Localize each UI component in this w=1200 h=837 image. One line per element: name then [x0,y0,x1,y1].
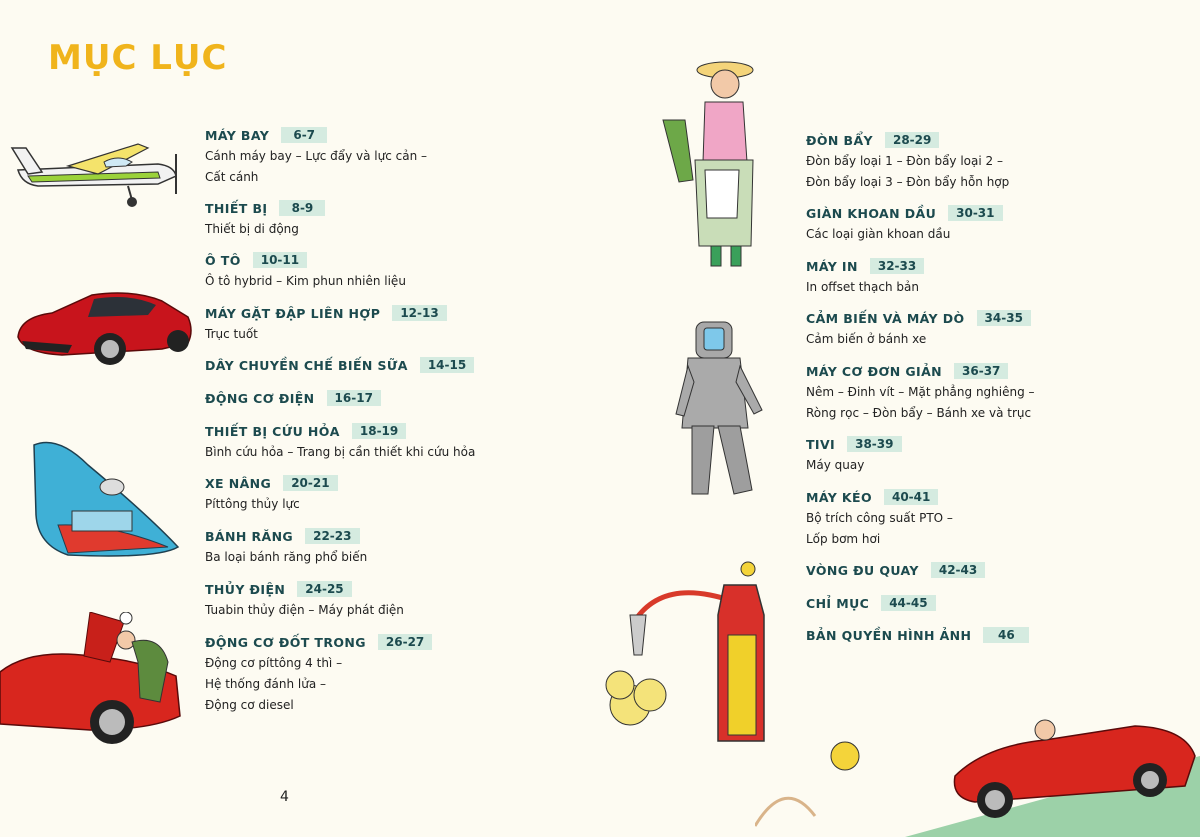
page-range-badge: 6-7 [281,127,327,143]
toc-entry-may-co-don-gian[interactable] [806,363,1035,424]
toc-heading: MÁY KÉO [806,489,872,505]
toc-subtopic: Píttông thủy lực [205,497,300,511]
toc-subtopic: Thiết bị di động [205,222,299,236]
toc-subtopic: Trục tuốt [205,327,258,341]
toc-heading: GIÀN KHOAN DẦU [806,205,937,221]
page-range-badge: 8-9 [279,200,325,216]
page-title: MỤC LỤC [48,38,228,78]
toc-subtopic: Hệ thống đánh lửa – [205,677,327,691]
page-range-badge: 16-17 [327,390,381,406]
toc-entry-cam-bien[interactable] [806,310,1031,350]
page-range-badge: 46 [983,627,1029,643]
toc-subtopic: Đòn bẩy loại 1 – Đòn bẩy loại 2 – [806,154,1003,168]
toc-heading: DÂY CHUYỀN CHẾ BIẾN SỮA [205,357,408,373]
page-range-badge: 38-39 [847,436,901,452]
toc-entry-xe-nang[interactable] [205,475,338,515]
toc-subtopic: Cảm biến ở bánh xe [806,332,927,346]
toc-subtopic: Bình cứu hỏa – Trang bị cần thiết khi cứu hỏa [205,445,476,459]
toc-subtopic: Máy quay [806,458,865,472]
convertible-car-illustration [755,706,1200,837]
page-range-badge: 28-29 [885,132,939,148]
page-range-badge: 32-33 [870,258,924,274]
toc-entry-day-chuyen[interactable] [205,357,474,373]
protective-suit-illustration [670,318,768,512]
toc-heading: VÒNG ĐU QUAY [806,562,919,578]
woman-with-herbs-illustration [655,50,760,278]
toc-entry-dong-co-dot-trong[interactable] [205,634,432,716]
toc-entry-ban-quyen[interactable] [806,627,1029,643]
toc-subtopic: Nêm – Đinh vít – Mặt phẳng nghiêng – [806,385,1035,399]
toc-entry-banh-rang[interactable] [205,528,367,568]
page-range-badge: 14-15 [420,357,474,373]
toc-heading: TIVI [806,436,836,452]
toc-entry-may-gat[interactable] [205,305,447,345]
toc-entry-may-keo[interactable] [806,489,953,550]
toc-entry-dong-co-dien[interactable] [205,390,381,406]
page-range-badge: 12-13 [392,305,446,321]
toc-entry-don-bay[interactable] [806,132,1009,193]
toc-heading: MÁY CƠ ĐƠN GIẢN [806,363,943,379]
toc-entry-may-bay[interactable] [205,127,427,188]
toc-subtopic: Các loại giàn khoan dầu [806,227,951,241]
toc-subtopic: Ròng rọc – Đòn bẩy – Bánh xe và trục [806,406,1032,420]
toc-subtopic: Bộ trích công suất PTO – [806,511,953,525]
mechanic-car-illustration [0,612,188,746]
airplane-illustration [8,140,190,210]
toc-heading: MÁY IN [806,258,858,274]
toc-subtopic: Động cơ diesel [205,698,294,712]
toc-heading: ĐỘNG CƠ ĐIỆN [205,390,315,406]
page-range-badge: 34-35 [977,310,1031,326]
toc-entry-vong-du-quay[interactable] [806,562,985,578]
toc-entry-cuu-hoa[interactable] [205,423,475,463]
toc-heading: BẢN QUYỀN HÌNH ẢNH [806,627,972,643]
toc-heading: XE NÂNG [205,475,272,491]
toc-heading: ĐÒN BẨY [806,132,873,148]
toc-subtopic: Cánh máy bay – Lực đẩy và lực cản – [205,149,427,163]
page-range-badge: 36-37 [954,363,1008,379]
toc-subtopic: Đòn bẩy loại 3 – Đòn bẩy hỗn hợp [806,175,1010,189]
page-range-badge: 42-43 [931,562,985,578]
toc-entry-chi-muc[interactable] [806,595,936,611]
iron-illustration [28,435,184,567]
toc-entry-thuy-dien[interactable] [205,581,404,621]
toc-subtopic: Ô tô hybrid – Kim phun nhiên liệu [205,274,406,288]
page-range-badge: 26-27 [378,634,432,650]
toc-heading: CHỈ MỤC [806,595,870,611]
toc-subtopic: Tuabin thủy điện – Máy phát điện [205,603,404,617]
toc-subtopic: Lốp bơm hơi [806,532,881,546]
toc-heading: THIẾT BỊ [205,200,268,216]
toc-subtopic: Ba loại bánh răng phổ biến [205,550,368,564]
toc-subtopic: Cất cánh [205,170,259,184]
toc-heading: Ô TÔ [205,252,241,268]
red-car-illustration [12,287,196,369]
toc-heading: ĐỘNG CƠ ĐỐT TRONG [205,634,366,650]
toc-entry-gian-khoan[interactable] [806,205,1003,245]
toc-heading: MÁY GẶT ĐẬP LIÊN HỢP [205,305,381,321]
toc-heading: THIẾT BỊ CỨU HỎA [205,423,340,439]
toc-heading: BÁNH RĂNG [205,528,294,544]
toc-subtopic: In offset thạch bản [806,280,919,294]
page-number: 4 [280,789,289,805]
page-range-badge: 10-11 [253,252,307,268]
toc-entry-thiet-bi[interactable] [205,200,325,240]
toc-entry-may-in[interactable] [806,258,924,298]
page-range-badge: 40-41 [884,489,938,505]
page-range-badge: 44-45 [881,595,935,611]
toc-heading: CẢM BIẾN VÀ MÁY DÒ [806,310,965,326]
toc-entry-o-to[interactable] [205,252,406,292]
page-range-badge: 24-25 [297,581,351,597]
page-range-badge: 20-21 [283,475,337,491]
page-range-badge: 22-23 [305,528,359,544]
toc-subtopic: Động cơ píttông 4 thì – [205,656,343,670]
page-range-badge: 30-31 [948,205,1002,221]
toc-heading: THỦY ĐIỆN [205,581,286,597]
page-range-badge: 18-19 [352,423,406,439]
toc-entry-tivi[interactable] [806,436,902,476]
toc-heading: MÁY BAY [205,127,270,143]
fire-extinguisher-illustration [600,555,780,747]
